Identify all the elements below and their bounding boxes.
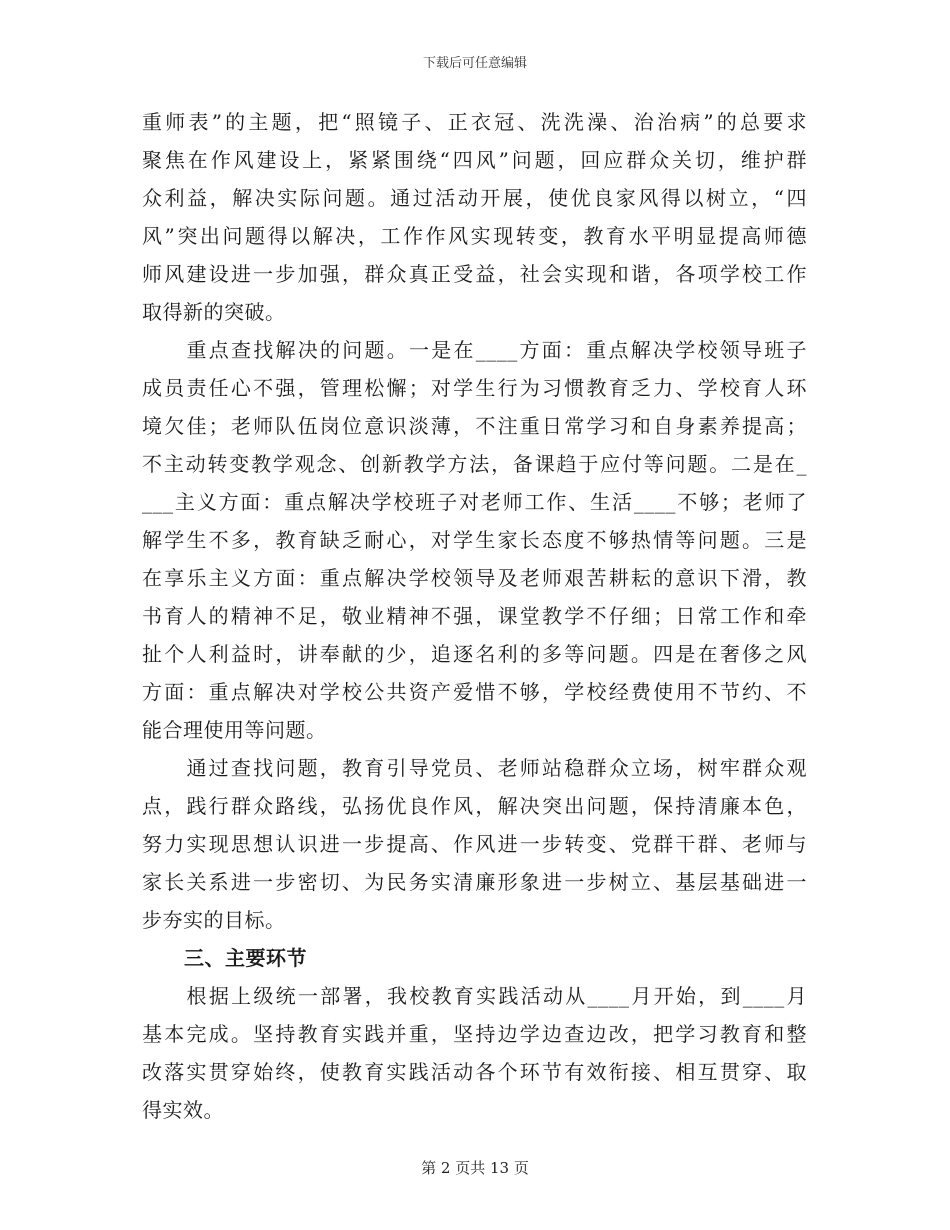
body-line: 扯个人利益时，讲奉献的少，追逐名利的多等问题。四是在奢侈之风 [142, 642, 807, 666]
body-line: ___主义方面：重点解决学校班子对老师工作、生活____不够；老师了 [142, 490, 807, 514]
body-line: 成员责任心不强，管理松懈；对学生行为习惯教育乏力、学校育人环 [142, 376, 807, 400]
section-heading: 三、主要环节 [184, 946, 307, 970]
body-line: 不主动转变教学观念、创新教学方法，备课趋于应付等问题。二是在_ [142, 452, 807, 476]
body-line: 书育人的精神不足，敬业精神不强，课堂教学不仔细；日常工作和牵 [142, 604, 807, 628]
paragraph-end-line: 取得新的突破。 [142, 300, 286, 324]
paragraph-end-line: 步夯实的目标。 [142, 908, 286, 932]
body-line: 通过查找问题，教育引导党员、老师站稳群众立场，树牢群众观 [142, 756, 807, 780]
page-footer: 第 2 页共 13 页 [421, 1159, 529, 1177]
paragraph-end-line: 能合理使用等问题。 [142, 718, 327, 742]
body-line: 在享乐主义方面：重点解决学校领导及老师艰苦耕耘的意识下滑，教 [142, 566, 807, 590]
body-line: 聚焦在作风建设上，紧紧围绕“四风”问题，回应群众关切，维护群 [142, 148, 807, 172]
body-line: 努力实现思想认识进一步提高、作风进一步转变、党群干群、老师与 [142, 832, 807, 856]
body-line: 重师表”的主题，把“照镜子、正衣冠、洗洗澡、治治病”的总要求 [142, 110, 807, 134]
body-line: 风”突出问题得以解决，工作作风实现转变，教育水平明显提高师德 [142, 224, 807, 248]
body-line: 境欠佳；老师队伍岗位意识淡薄，不注重日常学习和自身素养提高； [142, 414, 807, 438]
body-line: 改落实贯穿始终，使教育实践活动各个环节有效衔接、相互贯穿、取 [142, 1060, 807, 1084]
body-line: 众利益，解决实际问题。通过活动开展，使优良家风得以树立，“四 [142, 186, 807, 210]
page-header: 下载后可任意编辑 [422, 56, 527, 71]
body-line: 解学生不多，教育缺乏耐心，对学生家长态度不够热情等问题。三是 [142, 528, 807, 552]
body-line: 基本完成。坚持教育实践并重，坚持边学边查边改，把学习教育和整 [142, 1022, 807, 1046]
body-line: 根据上级统一部署，我校教育实践活动从____月开始，到____月 [142, 984, 807, 1008]
body-line: 师风建设进一步加强，群众真正受益，社会实现和谐，各项学校工作 [142, 262, 807, 286]
body-line: 家长关系进一步密切、为民务实清廉形象进一步树立、基层基础进一 [142, 870, 807, 894]
body-line: 方面：重点解决对学校公共资产爱惜不够，学校经费使用不节约、不 [142, 680, 807, 704]
document-body [142, 103, 807, 1129]
body-line: 点，践行群众路线，弘扬优良作风，解决突出问题，保持清廉本色， [142, 794, 807, 818]
body-line: 重点查找解决的问题。一是在____方面：重点解决学校领导班子 [142, 338, 807, 362]
paragraph-end-line: 得实效。 [142, 1098, 224, 1122]
